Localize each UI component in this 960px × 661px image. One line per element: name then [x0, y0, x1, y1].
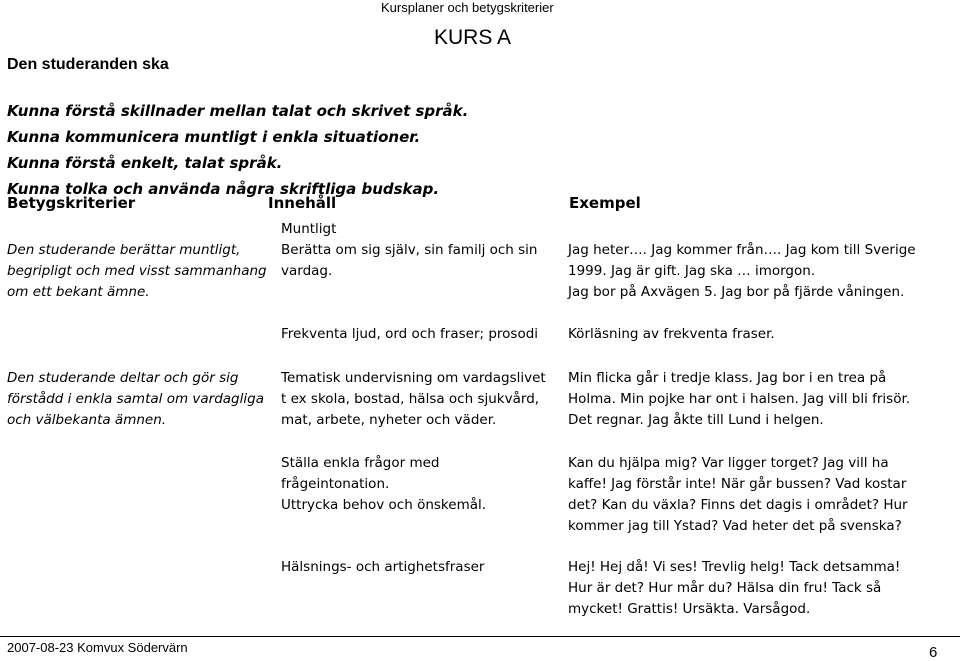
- example-line: Jag bor på Axvägen 5. Jag bor på fjärde våningen.: [568, 284, 905, 300]
- example-cell: [568, 557, 900, 620]
- example-line: Körläsning av frekventa fraser.: [568, 326, 775, 342]
- content-cell: [281, 324, 538, 345]
- content-cell: [281, 368, 546, 431]
- column-header-content: Innehåll: [268, 194, 337, 212]
- content-line: Frekventa ljud, ord och fraser; prosodi: [281, 326, 539, 342]
- goals-list: [7, 98, 468, 202]
- document-header: Kursplaner och betygskriterier: [381, 0, 554, 15]
- example-line: mycket! Grattis! Ursäkta. Varsågod.: [568, 601, 811, 617]
- example-line: kaffe! Jag förstår inte! När går bussen? Vad kostar: [568, 476, 907, 492]
- goal-item: Kunna tolka och använda några skriftliga budskap.: [7, 180, 440, 198]
- content-line: Hälsnings- och artighetsfraser: [281, 559, 485, 575]
- content-line: Ställa enkla frågor med: [281, 455, 440, 471]
- criteria-line: Den studerande deltar och gör sig: [7, 370, 239, 386]
- example-cell: [568, 324, 775, 345]
- example-cell: [568, 240, 916, 303]
- example-line: Jag heter…. Jag kommer från…. Jag kom till Sverige: [568, 242, 916, 258]
- criteria-cell: [7, 368, 264, 431]
- column-header-example: Exempel: [569, 194, 641, 212]
- content-line: vardag.: [281, 263, 333, 279]
- content-cell: [281, 557, 484, 578]
- criteria-line: och välbekanta ämnen.: [7, 412, 167, 428]
- example-line: kommer jag till Ystad? Vad heter det på svenska?: [568, 518, 902, 534]
- footer-text: 2007-08-23 Komvux Södervärn: [7, 640, 188, 655]
- content-line: Berätta om sig själv, sin familj och sin: [281, 242, 538, 258]
- content-cell: [281, 219, 538, 282]
- content-line: mat, arbete, nyheter och väder.: [281, 412, 497, 428]
- content-line: Muntligt: [281, 221, 337, 237]
- goal-item: Kunna förstå skillnader mellan talat och skrivet språk.: [7, 102, 469, 120]
- example-line: Hur är det? Hur mår du? Hälsa din fru! Tack så: [568, 580, 882, 596]
- criteria-line: om ett bekant ämne.: [7, 284, 150, 300]
- criteria-line: begripligt och med visst sammanhang: [7, 263, 267, 279]
- example-cell: [568, 368, 910, 431]
- student-heading: Den studeranden ska: [7, 56, 169, 73]
- column-header-criteria: Betygskriterier: [7, 194, 136, 212]
- page-number: 6: [929, 644, 938, 661]
- example-line: 1999. Jag är gift. Jag ska … imorgon.: [568, 263, 816, 279]
- goal-item: Kunna kommunicera muntligt i enkla situationer.: [7, 128, 421, 146]
- content-line: Uttrycka behov och önskemål.: [281, 497, 487, 513]
- content-line: Tematisk undervisning om vardagslivet: [281, 370, 546, 386]
- example-line: det? Kan du växla? Finns det dagis i området? Hur: [568, 497, 908, 513]
- footer-divider: [0, 636, 960, 637]
- goal-item: Kunna förstå enkelt, talat språk.: [7, 154, 283, 172]
- example-line: Holma. Min pojke har ont i halsen. Jag vill bli frisör.: [568, 391, 911, 407]
- example-line: Kan du hjälpa mig? Var ligger torget? Jag vill ha: [568, 455, 889, 471]
- content-line: t ex skola, bostad, hälsa och sjukvård,: [281, 391, 540, 407]
- criteria-cell: [7, 240, 267, 303]
- example-line: Det regnar. Jag åkte till Lund i helgen.: [568, 412, 824, 428]
- course-title: KURS A: [434, 26, 512, 49]
- example-line: Hej! Hej då! Vi ses! Trevlig helg! Tack detsamma!: [568, 559, 901, 575]
- criteria-line: förstådd i enkla samtal om vardagliga: [7, 391, 264, 407]
- content-cell: [281, 453, 486, 516]
- example-line: Min flicka går i tredje klass. Jag bor i en trea på: [568, 370, 887, 386]
- content-line: frågeintonation.: [281, 476, 390, 492]
- example-cell: [568, 453, 908, 537]
- criteria-line: Den studerande berättar muntligt,: [7, 242, 241, 258]
